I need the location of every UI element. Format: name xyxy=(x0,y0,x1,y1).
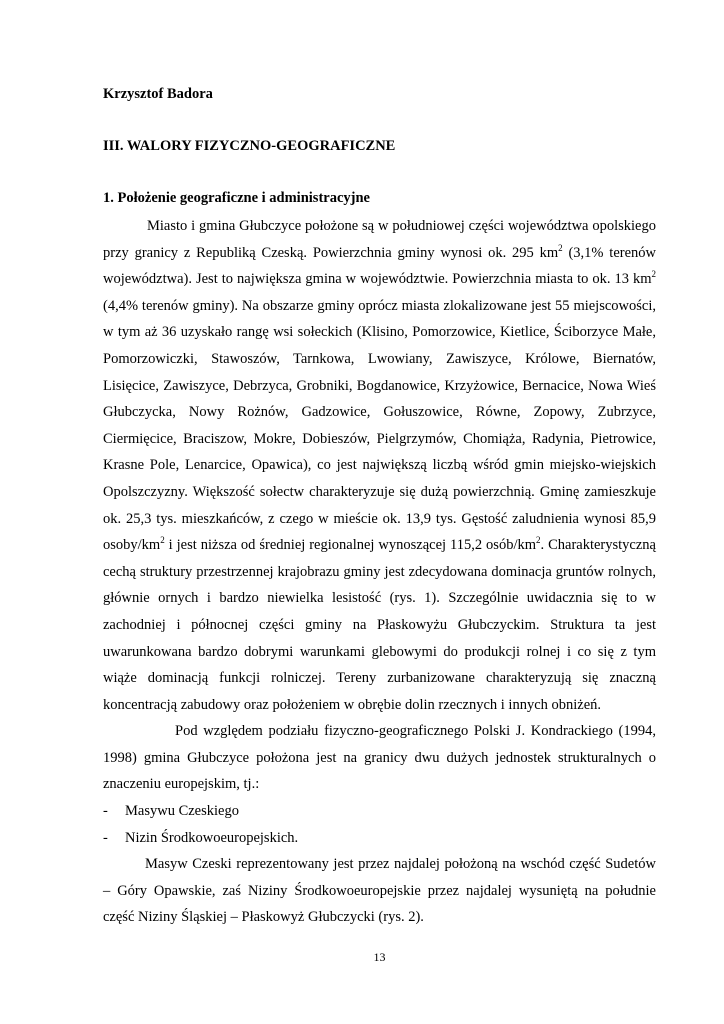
text-run: i jest niższa od średniej regionalnej wynoszącej 115,2 osób/km xyxy=(164,537,536,554)
author-name: Krzysztof Badora xyxy=(103,86,213,102)
text-run: . Charakterystyczną cechą struktury przestrzennej krajobrazu gminy jest zdecydowana dominacja gruntów rolnych, głównie ornych i bardzo niewielka lesistość (rys. 1). Szczególnie uwidacznia się to w zachodniej i północnej części gminy na Płaskowyżu Głubczyckim. Struktura ta jest uwarunkowana bardzo dobrymi warunkami glebowymi do produkcji rolnej i co się z tym wiąże dominacją funkcji rolniczej. Tereny zurbanizowane charakteryzują się znaczną koncentracją zabudowy oraz położeniem w obrębie dolin rzecznych i innych obniżeń. xyxy=(103,537,656,713)
text-run: (3,1% terenów województwa). Jest to największa gmina w województwie. Powierzchnia miasta to ok. 13 km xyxy=(103,244,657,288)
list-item-text: Masywu Czeskiego xyxy=(125,803,239,820)
superscript: 2 xyxy=(558,242,563,253)
text-run: Miasto i gmina Głubczyce położone są w południowej części województwa opolskiego przy granicy z Republiką Czeską. Powierzchnia gminy wynosi ok. 295 km xyxy=(103,218,656,261)
list-item xyxy=(103,798,656,825)
superscript: 2 xyxy=(160,535,165,546)
chapter-title: III. WALORY FIZYCZNO-GEOGRAFICZNE xyxy=(103,138,396,154)
paragraph-massif: Masyw Czeski reprezentowany jest przez najdalej położoną na wschód część Sudetów – Góry Opawskie, zaś Niziny Środkowoeuropejskie przez najdalej wysuniętą na południe część Niziny Śląskiej – Płaskowyż Głubczycki (rys. 2). xyxy=(103,856,656,926)
list-dash: - xyxy=(103,803,108,820)
paragraph-location xyxy=(103,213,656,718)
paragraph-division: Pod względem podziału fizyczno-geograficznego Polski J. Kondrackiego (1994, 1998) gmina Głubczyce położona jest na granicy dwu dużych jednostek strukturalnych o znaczeniu europejskim, tj.: xyxy=(103,723,656,793)
section-title: 1. Położenie geograficzne i administracyjne xyxy=(103,190,370,206)
list-item xyxy=(103,825,656,852)
superscript: 2 xyxy=(651,269,656,280)
page-number: 13 xyxy=(373,950,386,964)
list-dash: - xyxy=(103,829,108,846)
body-text xyxy=(103,213,656,931)
list-item-text: Nizin Środkowoeuropejskich. xyxy=(125,829,299,846)
superscript: 2 xyxy=(536,535,541,546)
text-run: (4,4% terenów gminy). Na obszarze gminy oprócz miasta zlokalizowane jest 55 miejscowości, w tym aż 36 uzyskało rangę wsi sołeckich (Klisino, Pomorzowice, Kietlice, Ściborzyce Małe, Pomorzowiczki, Stawoszów, Tarnkowa, Lwowiany, Zawiszyce, Królowe, Biernatów, Lisięcice, Zawiszyce, Debrzyca, Grobniki, Bogdanowice, Krzyżowice, Bernacice, Nowa Wieś Głubczycka, Nowy Rożnów, Gadzowice, Gołuszowice, Równe, Zopowy, Zubrzyce, Ciermięcice, Braciszow, Mokre, Dobieszów, Pielgrzymów, Chomiąża, Radynia, Pietrowice, Krasne Pole, Lenarcice, Opawica), co jest największą liczbą wśród gmin miejsko-wiejskich Opolszczyzny. Większość sołectw charakteryzuje się dużą powierzchnią. Gminę zamieszkuje ok. 25,3 tys. mieszkańców, z czego w mieście ok. 13,9 tys. Gęstość zaludnienia wynosi 85,9 osoby/km xyxy=(103,297,656,554)
